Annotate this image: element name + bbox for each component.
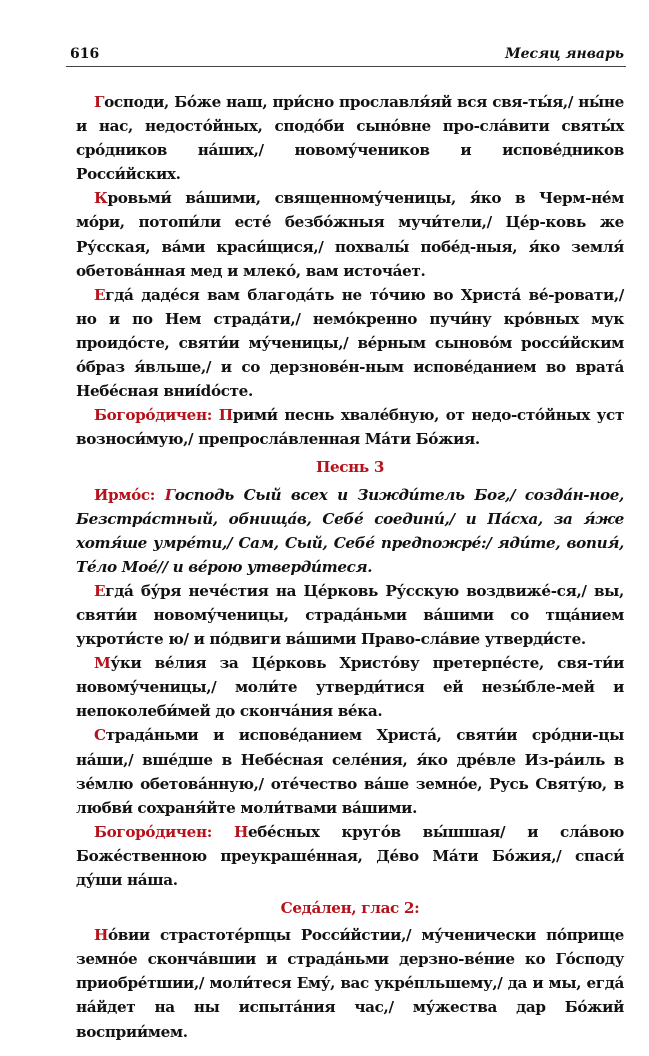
paragraph-text: осподи, Бо́же наш, при́сно прославля́яй вся свя-ты́я,/ ны́не и нас, недосто́йных, сподо́би сыно́вне про-сла́вити святы́х сро́дников на́ших,/ новому́чеников и испове́дников Росси́йских. [76, 93, 624, 184]
paragraph-text: гда́ даде́ся вам благода́ть не то́чию во Христа́ ве́-ровати,/ но и по Нем страда́ти,/ немо́кренно пучи́ну кро́вных мук проидо́сте, святи́и му́ченицы,/ ве́рным сыново́м росси́йским о́браз я́вльше,/ и со дерзнове́н-ным испове́данием во врата́ Небе́сная вниídóсте. [76, 285, 624, 401]
paragraph [76, 923, 624, 1043]
paragraph [76, 186, 624, 282]
drop-letter: К [94, 189, 108, 208]
paragraph [76, 283, 624, 403]
paragraph [76, 723, 624, 819]
theotokion-label: Богоро́дичен: [94, 822, 212, 841]
paragraph-text: ебе́сных круго́в вы́шшая/ и сла́вою Боже́ственною преукраше́нная, Де́во Ма́ти Бо́жия,/ спаси́ ду́ши на́ша. [76, 822, 625, 889]
drop-letter: С [94, 726, 106, 745]
drop-letter: П [218, 406, 233, 425]
drop-letter: Н [94, 926, 108, 945]
paragraph [76, 90, 624, 186]
running-title: Месяц январь [505, 46, 624, 62]
paragraph [76, 579, 624, 651]
paragraph-text: ровьми́ ва́шими, священному́ченицы, я́ко в Черм-не́м мо́ри, потопи́ли есте́ безбо́жныя мучи́тели,/ Це́р-ковь же Ру́сская, ва́ми краси́щися,/ похвалы́ побе́д-ныя, я́ко земля́ обетова́нная мед и млеко́, вам источа́ет. [76, 189, 624, 280]
drop-letter: М [94, 654, 111, 673]
drop-letter: Г [164, 485, 175, 504]
sedalen-heading: Седа́лен, глас 2: [280, 899, 420, 918]
theotokion-paragraph [76, 403, 624, 451]
paragraph-text: о́вии страстоте́рпцы Росси́йстии,/ му́ченически по́прище земно́е сконча́вшии и страда́ньми дерзно-ве́ние ко Го́споду приобре́тшии,/ моли́теся Ему́, вас укре́пльшему,/ да и мы, егда́ на́йдет на ны испыта́ния час,/ му́жества дар Бо́жий восприи́мем. [76, 926, 624, 1041]
irmos-label: Ирмо́с: [94, 485, 156, 504]
page-header [66, 44, 626, 67]
paragraph [76, 651, 624, 723]
drop-letter: Е [94, 581, 106, 600]
paragraph-text: трада́ньми и испове́данием Христа́, святи́и сро́дни-цы на́ши,/ вше́дше в Небе́сная селе́ния, я́ко дре́вле Из-ра́иль в зе́млю обетова́нную,/ оте́чество ва́ше земно́е, Русь Святу́ю, в любви́ сохраня́йте моли́твами ва́шими. [76, 726, 624, 817]
paragraph-text: у́ки ве́лия за Це́рковь Христо́ву претерпе́сте, свя-ти́и новому́ченицы,/ моли́те утверди́тися ей незы́бле-мей и непоколеби́мей до сконча́ния ве́ка. [76, 654, 624, 721]
paragraph-text: рими́ песнь хвале́бную, от недо-сто́йных уст возноси́мую,/ препросла́вленная Ма́ти Бо́жия. [76, 406, 625, 449]
irmos-paragraph [76, 483, 624, 579]
drop-letter: Г [94, 93, 105, 111]
theotokion-paragraph [76, 820, 624, 892]
text-body [76, 90, 624, 1044]
page-number: 616 [70, 46, 100, 62]
irmos-text: осподь Сый всех и Зижди́тель Бог,/ созда́н-ное, Безстра́стный, обнища́в, Себе́ соедини́,/ и Па́сха, за я́же хотя́ше умре́ти,/ Сам, Сый, Себе́ предпожре́:/ яди́те, вопия́, Те́ло Мое́// и ве́рою утверди́теся. [76, 485, 624, 576]
paragraph-text: гда́ бу́ря нече́стия на Це́рковь Ру́сскую воздвиже́-ся,/ вы, святи́и новому́ченицы, страда́ньми ва́шими со тща́нием укроти́сте ю/ и по́двиги ва́шими Право-сла́вие утверди́сте. [76, 581, 624, 649]
drop-letter: Е [94, 285, 106, 304]
song-heading: Песнь 3 [315, 458, 385, 477]
drop-letter: Н [233, 822, 248, 841]
theotokion-label: Богоро́дичен: [94, 406, 212, 425]
